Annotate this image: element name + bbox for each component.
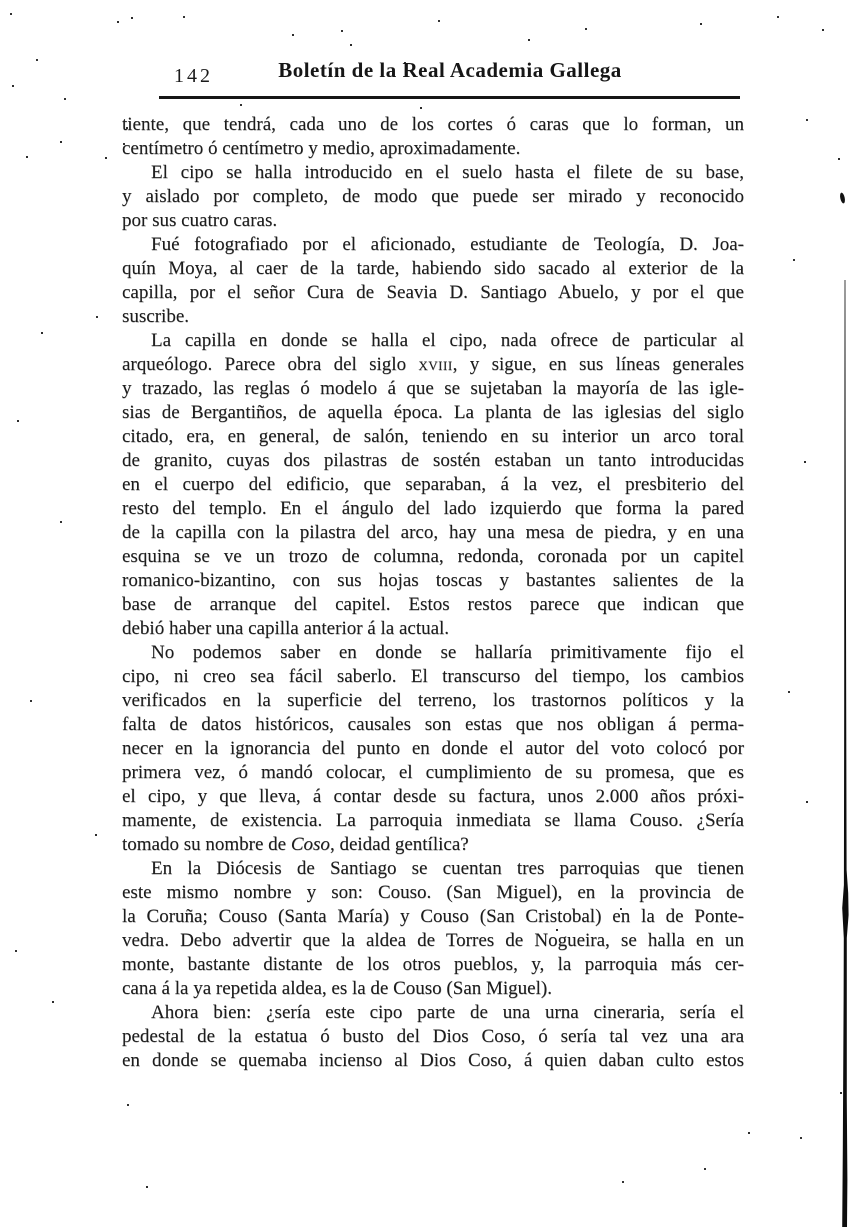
text-run: de la capilla con la pilastra del arco, hay una mesa de piedra, y en una <box>122 522 744 543</box>
text-line <box>122 713 744 737</box>
smallcaps-text-run: xviii <box>418 354 453 375</box>
text-run: falta de datos históricos, causales son estas que nos obligan á perma- <box>122 714 744 735</box>
text-run: La capilla en donde se halla el cipo, nada ofrece de particular al <box>151 330 744 351</box>
scan-artifact-page-edge <box>835 0 850 1227</box>
text-run: mamente, de existencia. La parroquia inmediata se llama Couso. ¿Sería <box>122 810 744 831</box>
scan-noise-specks <box>0 0 2 2</box>
text-run: sias de Bergantiños, de aquella época. La planta de las iglesias del siglo <box>122 402 744 423</box>
text-line <box>122 1025 744 1049</box>
text-line <box>122 665 744 689</box>
text-line <box>122 281 744 305</box>
text-run: primera vez, ó mandó colocar, el cumplimiento de su promesa, que es <box>122 762 744 783</box>
text-line <box>122 497 744 521</box>
text-run: quín Moya, al caer de la tarde, habiendo sido sacado al exterior de la <box>122 258 744 279</box>
paragraph <box>122 161 744 233</box>
text-line <box>122 953 744 977</box>
text-run: En la Diócesis de Santiago se cuentan tres parroquias que tienen <box>151 858 744 879</box>
page-header-title: Boletín de la Real Academia Gallega <box>278 58 622 82</box>
text-line <box>122 569 744 593</box>
text-run: , deidad gentílica? <box>329 834 469 855</box>
text-line <box>122 449 744 473</box>
text-line <box>122 401 744 425</box>
italic-text-run: Coso <box>290 834 330 855</box>
text-run: esquina se ve un trozo de columna, redonda, coronada por un capitel <box>122 546 744 567</box>
text-line <box>122 617 744 641</box>
text-line <box>122 545 744 569</box>
header-rule <box>159 96 740 99</box>
text-run: capilla, por el señor Cura de Seavia D. Santiago Abuelo, y por el que <box>122 282 744 303</box>
text-line <box>122 521 744 545</box>
paragraph <box>122 113 744 161</box>
text-run: el cipo, y que lleva, á contar desde su factura, unos 2.000 años próxi- <box>122 786 744 807</box>
text-line <box>122 593 744 617</box>
text-line <box>122 977 744 1001</box>
text-run: arqueólogo. Parece obra del siglo <box>122 354 419 375</box>
page-number: 142 <box>174 65 213 87</box>
text-line <box>122 353 744 377</box>
text-line <box>122 161 744 185</box>
text-line <box>122 113 744 137</box>
text-line <box>122 305 744 329</box>
text-run: por sus cuatro caras. <box>122 210 278 231</box>
text-line <box>122 473 744 497</box>
text-line <box>122 1049 744 1073</box>
paragraph <box>122 641 744 857</box>
text-line <box>122 785 744 809</box>
text-line <box>122 257 744 281</box>
text-run: cipo, ni creo sea fácil saberlo. El transcurso del tiempo, los cambios <box>122 666 744 687</box>
text-block <box>122 113 744 1073</box>
text-run: , y sigue, en sus líneas generales <box>452 354 744 375</box>
text-run: tomado su nombre de <box>122 834 291 855</box>
text-run: este mismo nombre y son: Couso. (San Miguel), en la provincia de <box>122 882 744 903</box>
text-run: pedestal de la estatua ó busto del Dios Coso, ó sería tal vez una ara <box>122 1026 744 1047</box>
text-run: y aislado por completo, de modo que puede ser mirado y reconocido <box>122 186 744 207</box>
text-line <box>122 761 744 785</box>
scan-artifact-edge-line <box>842 280 848 1227</box>
paragraph <box>122 1001 744 1073</box>
text-run: necer en la ignorancia del punto en donde el autor del voto colocó por <box>122 738 744 759</box>
text-run: Fué fotografiado por el aficionado, estudiante de Teología, D. Joa- <box>151 234 744 255</box>
text-run: en donde se quemaba incienso al Dios Coso, á quien daban culto estos <box>122 1050 744 1071</box>
paragraph <box>122 329 744 641</box>
text-run: Ahora bien: ¿sería este cipo parte de una urna cineraria, sería el <box>151 1002 744 1023</box>
text-line <box>122 233 744 257</box>
text-line <box>122 137 744 161</box>
paragraph <box>122 233 744 329</box>
text-line <box>122 833 744 857</box>
text-run: vedra. Debo advertir que la aldea de Torres de Nogueira, se halla en un <box>122 930 744 951</box>
text-run: la Coruña; Couso (Santa María) y Couso (San Cristobal) en la de Ponte- <box>122 906 744 927</box>
text-run: debió haber una capilla anterior á la actual. <box>122 618 450 639</box>
text-run: y trazado, las reglas ó modelo á que se sujetaban la mayoría de las igle- <box>122 378 744 399</box>
scan-artifact-ink-blob <box>839 192 846 204</box>
text-run: suscribe. <box>122 306 190 327</box>
text-line <box>122 641 744 665</box>
text-run: El cipo se halla introducido en el suelo hasta el filete de su base, <box>151 162 744 183</box>
text-run: tiente, que tendrá, cada uno de los cortes ó caras que lo forman, un <box>122 114 744 135</box>
text-line <box>122 929 744 953</box>
text-run: centímetro ó centímetro y medio, aproximadamente. <box>122 138 521 159</box>
text-line <box>122 185 744 209</box>
text-line <box>122 377 744 401</box>
text-run: en el cuerpo del edificio, que separaban, á la vez, el presbiterio del <box>122 474 744 495</box>
text-line <box>122 689 744 713</box>
text-run: monte, bastante distante de los otros pueblos, y, la parroquia más cer- <box>122 954 744 975</box>
text-run: verificados en la superficie del terreno, los trastornos políticos y la <box>122 690 744 711</box>
text-run: de granito, cuyas dos pilastras de sostén estaban un tanto introducidas <box>122 450 744 471</box>
text-line <box>122 905 744 929</box>
text-line <box>122 809 744 833</box>
text-line <box>122 425 744 449</box>
text-line <box>122 881 744 905</box>
text-run: base de arranque del capitel. Estos restos parece que indican que <box>122 594 744 615</box>
text-run: cana á la ya repetida aldea, es la de Couso (San Miguel). <box>122 978 552 999</box>
text-line <box>122 857 744 881</box>
text-line <box>122 737 744 761</box>
text-line <box>122 209 744 233</box>
text-run: resto del templo. En el ángulo del lado izquierdo que forma la pared <box>122 498 744 519</box>
paragraph <box>122 857 744 1001</box>
text-run: romanico-bizantino, con sus hojas toscas y bastantes salientes de la <box>122 570 744 591</box>
text-run: No podemos saber en donde se hallaría primitivamente fijo el <box>151 642 744 663</box>
text-line <box>122 1001 744 1025</box>
text-run: citado, era, en general, de salón, teniendo en su interior un arco toral <box>122 426 744 447</box>
text-line <box>122 329 744 353</box>
